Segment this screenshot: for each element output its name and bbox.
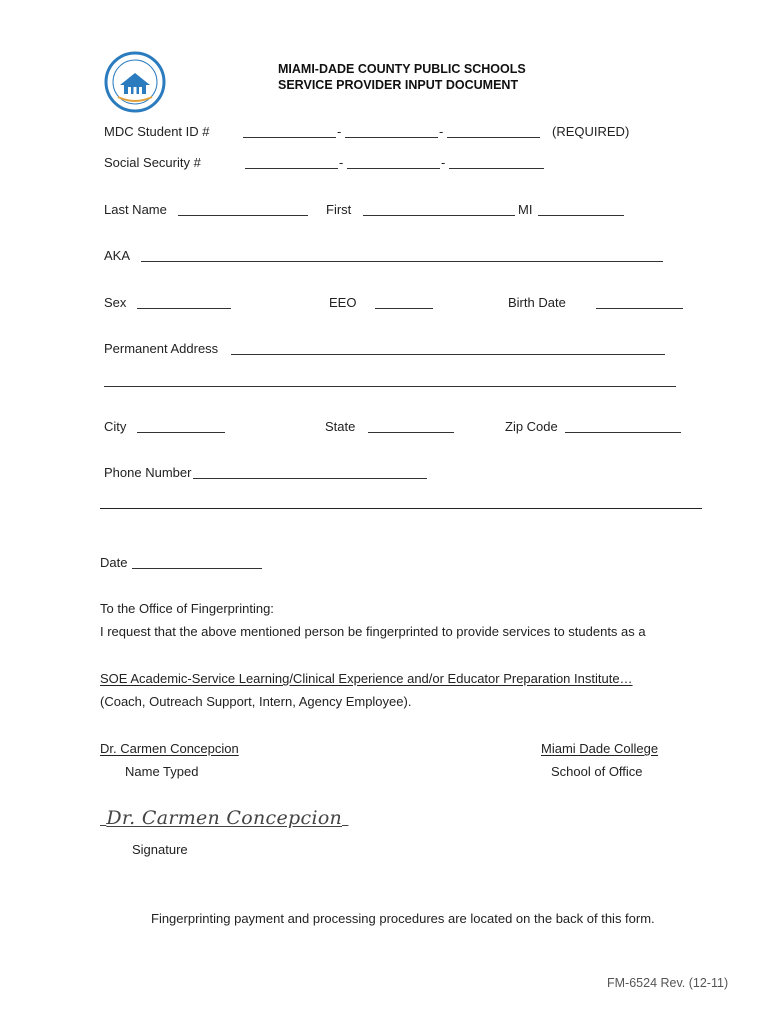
state-label: State bbox=[325, 419, 356, 434]
mi-label: MI bbox=[518, 202, 533, 217]
birth-date-field[interactable] bbox=[596, 308, 683, 309]
sex-label: Sex bbox=[104, 295, 127, 310]
school-of-office-label: School of Office bbox=[551, 764, 643, 779]
state-field[interactable] bbox=[368, 432, 454, 433]
ssn-part1[interactable] bbox=[245, 168, 338, 169]
to-office-text: To the Office of Fingerprinting: bbox=[100, 601, 274, 616]
date-label: Date bbox=[100, 555, 128, 570]
ssn-label: Social Security # bbox=[104, 155, 201, 170]
first-name-label: First bbox=[326, 202, 352, 217]
birth-date-label: Birth Date bbox=[508, 295, 566, 310]
city-field[interactable] bbox=[137, 432, 225, 433]
first-name-field[interactable] bbox=[363, 215, 515, 216]
required-note: (REQUIRED) bbox=[552, 124, 630, 139]
student-id-part3[interactable] bbox=[447, 137, 540, 138]
last-name-field[interactable] bbox=[178, 215, 308, 216]
school-seal-icon bbox=[104, 51, 166, 113]
eeo-label: EEO bbox=[329, 295, 357, 310]
student-id-part2[interactable] bbox=[345, 137, 438, 138]
dash: - bbox=[337, 124, 342, 139]
signature bbox=[100, 807, 348, 829]
permanent-address-label: Permanent Address bbox=[104, 341, 219, 356]
signature-underline-tail bbox=[342, 807, 348, 829]
form-revision: FM-6524 Rev. (12-11) bbox=[607, 976, 729, 990]
city-label: City bbox=[104, 419, 127, 434]
aka-field[interactable] bbox=[141, 261, 663, 262]
phone-number-field[interactable] bbox=[193, 478, 427, 479]
zip-code-label: Zip Code bbox=[505, 419, 558, 434]
aka-label: AKA bbox=[104, 248, 131, 263]
permanent-address-field[interactable] bbox=[231, 354, 665, 355]
permanent-address-line2[interactable] bbox=[104, 386, 676, 387]
header-title-line2: SERVICE PROVIDER INPUT DOCUMENT bbox=[278, 78, 519, 92]
signature-label: Signature bbox=[132, 842, 188, 857]
dash: - bbox=[339, 155, 344, 170]
phone-number-label: Phone Number bbox=[104, 465, 192, 480]
roles-text: (Coach, Outreach Support, Intern, Agency Employee). bbox=[100, 694, 412, 709]
school-of-office-value: Miami Dade College bbox=[541, 741, 659, 756]
program-text: SOE Academic-Service Learning/Clinical Experience and/or Educator Preparation Institute… bbox=[100, 671, 633, 686]
student-id-label: MDC Student ID # bbox=[104, 124, 210, 139]
footer-note: Fingerprinting payment and processing procedures are located on the back of this form. bbox=[151, 911, 655, 926]
mi-field[interactable] bbox=[538, 215, 624, 216]
dash: - bbox=[441, 155, 446, 170]
sex-field[interactable] bbox=[137, 308, 231, 309]
dash: - bbox=[439, 124, 444, 139]
eeo-field[interactable] bbox=[375, 308, 433, 309]
ssn-part2[interactable] bbox=[347, 168, 440, 169]
student-id-part1[interactable] bbox=[243, 137, 336, 138]
header-title-line1: MIAMI-DADE COUNTY PUBLIC SCHOOLS bbox=[278, 62, 526, 76]
name-typed-label: Name Typed bbox=[125, 764, 199, 779]
ssn-part3[interactable] bbox=[449, 168, 544, 169]
date-field[interactable] bbox=[132, 568, 262, 569]
request-text: I request that the above mentioned person be fingerprinted to provide services to students as a bbox=[100, 624, 646, 639]
signature-value: Dr. Carmen Concepcion bbox=[106, 807, 343, 829]
last-name-label: Last Name bbox=[104, 202, 167, 217]
name-typed-value: Dr. Carmen Concepcion bbox=[100, 741, 239, 756]
zip-code-field[interactable] bbox=[565, 432, 681, 433]
section-divider bbox=[100, 508, 702, 509]
